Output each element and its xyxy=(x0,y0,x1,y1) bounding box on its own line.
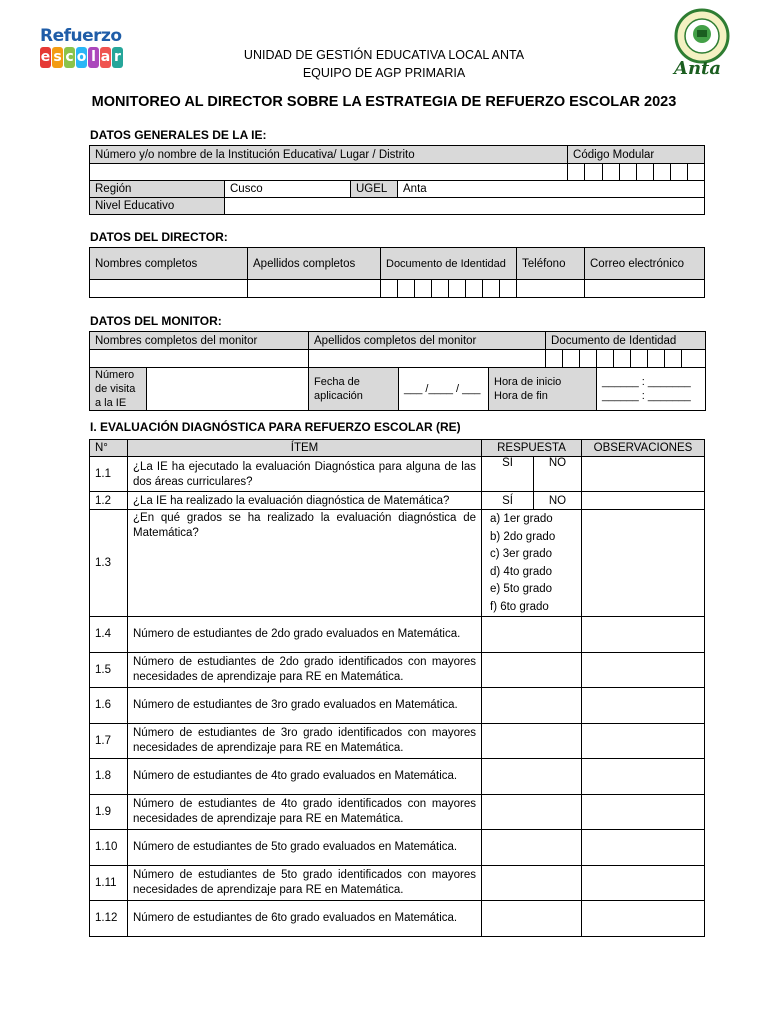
section-monitor-title: DATOS DEL MONITOR: xyxy=(90,314,222,328)
answer-field[interactable] xyxy=(482,759,582,795)
observations-field[interactable] xyxy=(582,617,705,653)
answer-field[interactable] xyxy=(482,794,582,830)
monitor-names-field[interactable] xyxy=(90,350,309,368)
logo-text: Refuerzo xyxy=(40,26,122,46)
director-phone-field[interactable] xyxy=(517,280,585,298)
row-number: 1.9 xyxy=(90,794,128,830)
document-cell[interactable] xyxy=(398,280,415,298)
director-surnames-label: Apellidos completos xyxy=(248,248,381,280)
answer-field[interactable] xyxy=(482,723,582,759)
director-document-label: Documento de Identidad xyxy=(381,248,517,280)
row-item: ¿La IE ha ejecutado la evaluación Diagnóstica para alguna de las dos áreas curriculares? xyxy=(128,457,482,492)
observations-field[interactable] xyxy=(582,901,705,937)
document-cell[interactable] xyxy=(648,350,665,368)
row-number: 1.7 xyxy=(90,723,128,759)
table-row xyxy=(90,794,705,830)
row-item: Número de estudiantes de 4to grado identificados con mayores necesidades de aprendizaje para RE en Matemática. xyxy=(128,794,482,830)
document-cell[interactable] xyxy=(563,350,580,368)
table-row xyxy=(90,830,705,866)
observations-field[interactable] xyxy=(582,688,705,724)
monitor-table xyxy=(89,331,706,411)
code-cell[interactable] xyxy=(603,164,620,181)
code-cell[interactable] xyxy=(654,164,671,181)
director-email-field[interactable] xyxy=(585,280,705,298)
visit-label: Número de visita a la IE xyxy=(90,368,147,411)
observations-field[interactable] xyxy=(582,723,705,759)
row-number: 1.6 xyxy=(90,688,128,724)
table-row xyxy=(90,759,705,795)
header-answer: RESPUESTA xyxy=(482,440,582,457)
row-item: Número de estudiantes de 2do grado identificados con mayores necesidades de aprendizaje para RE en Matemática. xyxy=(128,652,482,688)
ie-code-label: Código Modular xyxy=(568,146,705,164)
grade-option[interactable]: a) 1er grado xyxy=(490,513,553,525)
document-cell[interactable] xyxy=(449,280,466,298)
answer-field[interactable] xyxy=(482,617,582,653)
seal-text: Anta xyxy=(674,58,722,78)
row-item: Número de estudiantes de 3ro grado identificados con mayores necesidades de aprendizaje para RE en Matemática. xyxy=(128,723,482,759)
start-time-field[interactable]: ______ : _______ xyxy=(602,376,691,388)
row-number: 1.10 xyxy=(90,830,128,866)
section-ie-title: DATOS GENERALES DE LA IE: xyxy=(90,128,267,142)
row-item: Número de estudiantes de 3ro grado evaluados en Matemática. xyxy=(128,688,482,724)
row-item: Número de estudiantes de 5to grado evaluados en Matemática. xyxy=(128,830,482,866)
header-num: N° xyxy=(90,440,128,457)
row-number: 1.12 xyxy=(90,901,128,937)
ie-table xyxy=(89,145,705,215)
level-label: Nivel Educativo xyxy=(90,198,225,215)
monitor-surnames-field[interactable] xyxy=(309,350,546,368)
date-label: Fecha de aplicación xyxy=(309,368,399,411)
yes-option[interactable]: SÍ xyxy=(482,492,534,510)
grade-option[interactable]: c) 3er grado xyxy=(490,548,553,560)
code-cell[interactable] xyxy=(688,164,705,181)
director-names-field[interactable] xyxy=(90,280,248,298)
row-number: 1.3 xyxy=(90,510,128,617)
evaluation-table xyxy=(89,439,705,937)
director-table xyxy=(89,247,705,298)
document-cell[interactable] xyxy=(546,350,563,368)
table-row xyxy=(90,492,705,510)
table-row xyxy=(90,510,705,617)
row-item: Número de estudiantes de 4to grado evaluados en Matemática. xyxy=(128,759,482,795)
end-time-label: Hora de fin xyxy=(494,390,548,402)
row-number: 1.11 xyxy=(90,865,128,901)
director-phone-label: Teléfono xyxy=(517,248,585,280)
yes-option[interactable]: SÍ xyxy=(482,457,534,492)
director-email-label: Correo electrónico xyxy=(585,248,705,280)
grade-option[interactable]: d) 4to grado xyxy=(490,565,553,578)
document-cell[interactable] xyxy=(432,280,449,298)
level-field[interactable] xyxy=(225,198,705,215)
table-row xyxy=(90,901,705,937)
start-time-label: Hora de inicio xyxy=(494,376,562,388)
date-field[interactable]: ___ /____ / ___ xyxy=(399,368,489,411)
observations-field[interactable] xyxy=(582,457,705,492)
region-label: Región xyxy=(90,181,225,198)
table-row xyxy=(90,723,705,759)
answer-field[interactable] xyxy=(482,901,582,937)
row-number: 1.2 xyxy=(90,492,128,510)
row-item: Número de estudiantes de 5to grado identificados con mayores necesidades de aprendizaje para RE en Matemática. xyxy=(128,865,482,901)
document-cell[interactable] xyxy=(682,350,706,368)
region-value: Cusco xyxy=(225,181,351,198)
logo-letter: c xyxy=(64,47,75,68)
code-cell[interactable] xyxy=(637,164,654,181)
answer-field[interactable] xyxy=(482,830,582,866)
monitor-surnames-label: Apellidos completos del monitor xyxy=(309,332,546,350)
time-fields[interactable] xyxy=(597,368,706,411)
page-title: MONITOREO AL DIRECTOR SOBRE LA ESTRATEGIA DE REFUERZO ESCOLAR 2023 xyxy=(91,94,677,110)
no-option[interactable]: NO xyxy=(534,492,582,510)
monitor-names-label: Nombres completos del monitor xyxy=(90,332,309,350)
logo-letter: r xyxy=(112,47,123,68)
row-item: ¿En qué grados se ha realizado la evaluación diagnóstica de Matemática? xyxy=(128,510,482,617)
code-cell[interactable] xyxy=(671,164,688,181)
document-cell[interactable] xyxy=(665,350,682,368)
grades-list xyxy=(490,511,576,616)
document-cell[interactable] xyxy=(614,350,631,368)
table-row xyxy=(90,865,705,901)
end-time-field[interactable]: ______ : _______ xyxy=(602,390,691,402)
header-item: ÍTEM xyxy=(128,440,482,457)
header-observations: OBSERVACIONES xyxy=(582,440,705,457)
ugel-value: Anta xyxy=(398,181,705,198)
document-cell[interactable] xyxy=(381,280,398,298)
grade-option[interactable]: e) 5to grado xyxy=(490,583,553,595)
logo-letter: l xyxy=(88,47,99,68)
code-cell[interactable] xyxy=(620,164,637,181)
logo-letter: o xyxy=(76,47,87,68)
row-item: ¿La IE ha realizado la evaluación diagnóstica de Matemática? xyxy=(128,492,482,510)
observations-field[interactable] xyxy=(582,830,705,866)
grades-options xyxy=(482,510,582,617)
ie-name-label: Número y/o nombre de la Institución Educativa/ Lugar / Distrito xyxy=(90,146,568,164)
grade-option[interactable]: b) 2do grado xyxy=(490,530,556,543)
director-names-label: Nombres completos xyxy=(90,248,248,280)
row-number: 1.8 xyxy=(90,759,128,795)
time-labels xyxy=(489,368,597,411)
document-cell[interactable] xyxy=(597,350,614,368)
observations-field[interactable] xyxy=(582,865,705,901)
row-number: 1.4 xyxy=(90,617,128,653)
logo-letter: a xyxy=(100,47,111,68)
answer-field[interactable] xyxy=(482,652,582,688)
grade-option[interactable]: f) 6to grado xyxy=(490,600,549,613)
visit-field[interactable] xyxy=(147,368,309,411)
answer-field[interactable] xyxy=(482,865,582,901)
document-cell[interactable] xyxy=(466,280,483,298)
observations-field[interactable] xyxy=(582,794,705,830)
logo-letter: s xyxy=(52,47,63,68)
document-cell[interactable] xyxy=(415,280,432,298)
table-row xyxy=(90,457,705,492)
observations-field[interactable] xyxy=(582,492,705,510)
answer-field[interactable] xyxy=(482,688,582,724)
row-item: Número de estudiantes de 2do grado evaluados en Matemática. xyxy=(128,617,482,653)
document-cell[interactable] xyxy=(580,350,597,368)
no-option[interactable]: NO xyxy=(534,457,582,492)
monitor-document-label: Documento de Identidad xyxy=(546,332,706,350)
code-cell[interactable] xyxy=(568,164,585,181)
header-line-2: EQUIPO DE AGP PRIMARIA xyxy=(302,66,466,80)
header-line-1: UNIDAD DE GESTIÓN EDUCATIVA LOCAL ANTA xyxy=(243,48,525,62)
row-item: Número de estudiantes de 6to grado evaluados en Matemática. xyxy=(128,901,482,937)
director-surnames-field[interactable] xyxy=(248,280,381,298)
document-cell[interactable] xyxy=(483,280,500,298)
document-cell[interactable] xyxy=(631,350,648,368)
observations-field[interactable] xyxy=(582,652,705,688)
logo-letter: e xyxy=(40,47,51,68)
row-number: 1.5 xyxy=(90,652,128,688)
ugel-label: UGEL xyxy=(351,181,398,198)
section-director-title: DATOS DEL DIRECTOR: xyxy=(90,230,228,244)
code-cell[interactable] xyxy=(585,164,603,181)
document-cell[interactable] xyxy=(500,280,517,298)
table-row xyxy=(90,652,705,688)
ie-name-field[interactable] xyxy=(90,164,568,181)
table-row xyxy=(90,688,705,724)
section-evaluation-title: I. EVALUACIÓN DIAGNÓSTICA PARA REFUERZO ESCOLAR (RE) xyxy=(90,420,461,434)
row-number: 1.1 xyxy=(90,457,128,492)
observations-field[interactable] xyxy=(582,759,705,795)
observations-field[interactable] xyxy=(582,510,705,617)
table-row xyxy=(90,617,705,653)
